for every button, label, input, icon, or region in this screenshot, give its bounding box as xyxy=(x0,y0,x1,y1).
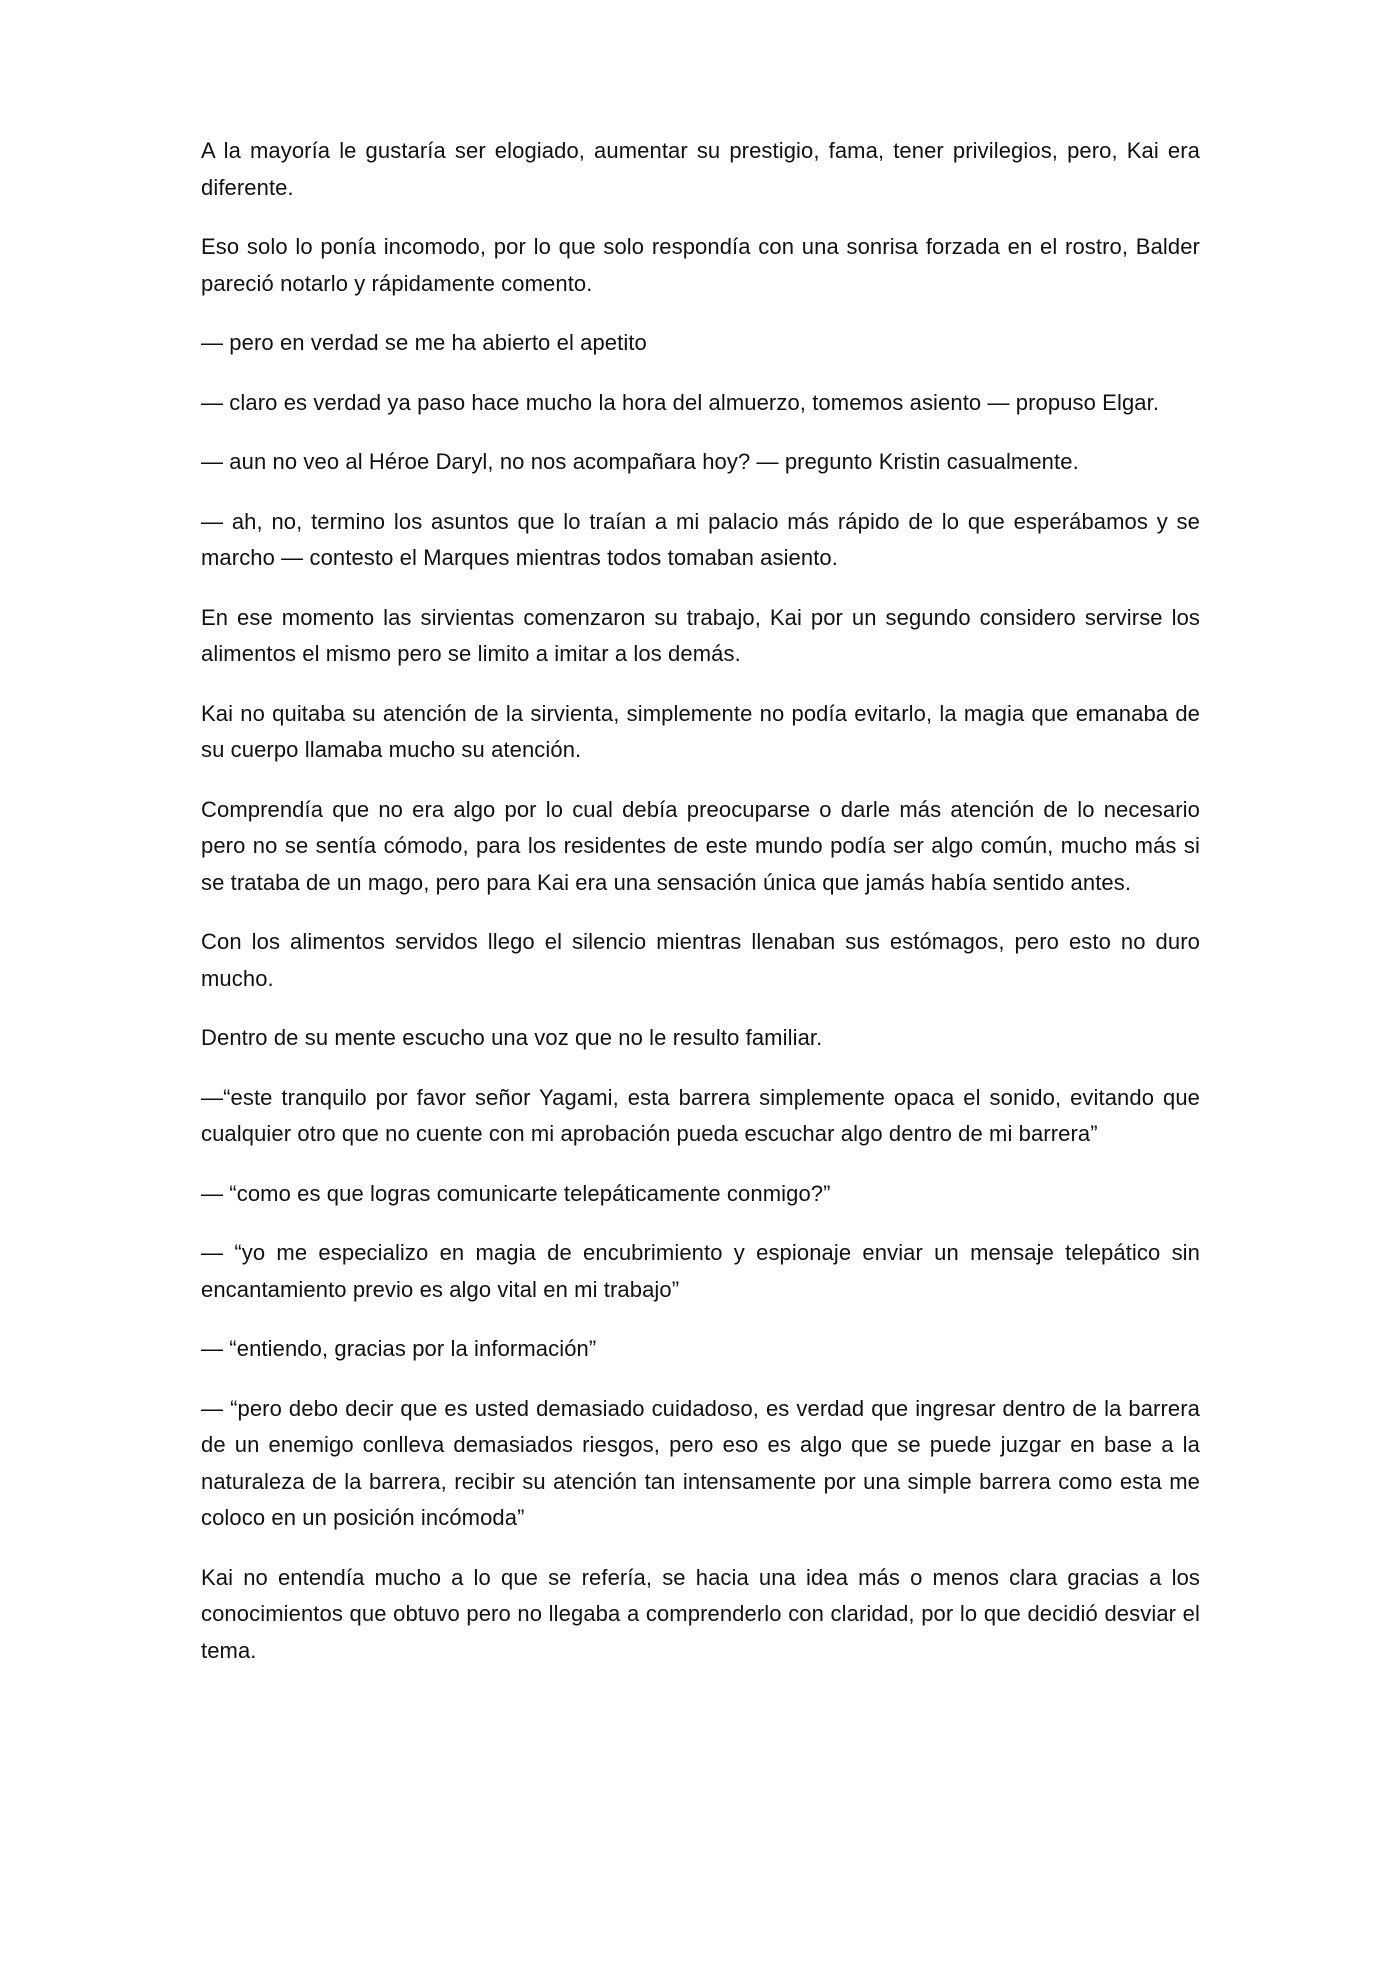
paragraph: — “entiendo, gracias por la información” xyxy=(201,1336,597,1361)
paragraph: A la mayoría le gustaría ser elogiado, aumentar su prestigio, fama, tener privilegios, pero, Kai era diferente. xyxy=(201,138,1200,200)
paragraph: Eso solo lo ponía incomodo, por lo que solo respondía con una sonrisa forzada en el rostro, Balder pareció notarlo y rápidamente comento. xyxy=(201,234,1200,296)
paragraph: Comprendía que no era algo por lo cual debía preocuparse o darle más atención de lo necesario pero no se sentía cómodo, para los residentes de este mundo podía ser algo común, mucho más si se trataba de un mago, pero para Kai era una sensación única que jamás había sentido antes. xyxy=(201,796,1200,895)
paragraph: — aun no veo al Héroe Daryl, no nos acompañara hoy? — pregunto Kristin casualmente. xyxy=(201,449,1079,474)
document-body xyxy=(201,133,1200,1692)
paragraph: — “pero debo decir que es usted demasiado cuidadoso, es verdad que ingresar dentro de la barrera de un enemigo conlleva demasiados riesgos, pero eso es algo que se puede juzgar en base a la naturaleza de la barrera, recibir su atención tan intensamente por una simple barrera como esta me coloco en un posición incómoda” xyxy=(201,1395,1200,1530)
paragraph: Con los alimentos servidos llego el silencio mientras llenaban sus estómagos, pero esto no duro mucho. xyxy=(201,929,1200,991)
paragraph: — “como es que logras comunicarte telepáticamente conmigo?” xyxy=(201,1180,831,1206)
paragraph: — claro es verdad ya paso hace mucho la hora del almuerzo, tomemos asiento — propuso Elgar. xyxy=(201,389,1160,415)
paragraph: Dentro de su mente escucho una voz que no le resulto familiar. xyxy=(201,1025,823,1050)
paragraph: — ah, no, termino los asuntos que lo traían a mi palacio más rápido de lo que esperábamos y se marcho — contesto el Marques mientras todos tomaban asiento. xyxy=(201,508,1200,570)
paragraph: — “yo me especializo en magia de encubrimiento y espionaje enviar un mensaje telepático sin encantamiento previo es algo vital en mi trabajo” xyxy=(201,1240,1200,1302)
paragraph: —“este tranquilo por favor señor Yagami, esta barrera simplemente opaca el sonido, evitando que cualquier otro que no cuente con mi aprobación pueda escuchar algo dentro de mi barrera” xyxy=(201,1084,1200,1146)
paragraph: — pero en verdad se me ha abierto el apetito xyxy=(201,330,647,355)
paragraph: Kai no entendía mucho a lo que se refería, se hacia una idea más o menos clara gracias a los conocimientos que obtuvo pero no llegaba a comprenderlo con claridad, por lo que decidió desviar el tema. xyxy=(201,1564,1200,1663)
paragraph: En ese momento las sirvientas comenzaron su trabajo, Kai por un segundo considero servirse los alimentos el mismo pero se limito a imitar a los demás. xyxy=(201,604,1200,666)
paragraph: Kai no quitaba su atención de la sirvienta, simplemente no podía evitarlo, la magia que emanaba de su cuerpo llamaba mucho su atención. xyxy=(201,700,1200,762)
